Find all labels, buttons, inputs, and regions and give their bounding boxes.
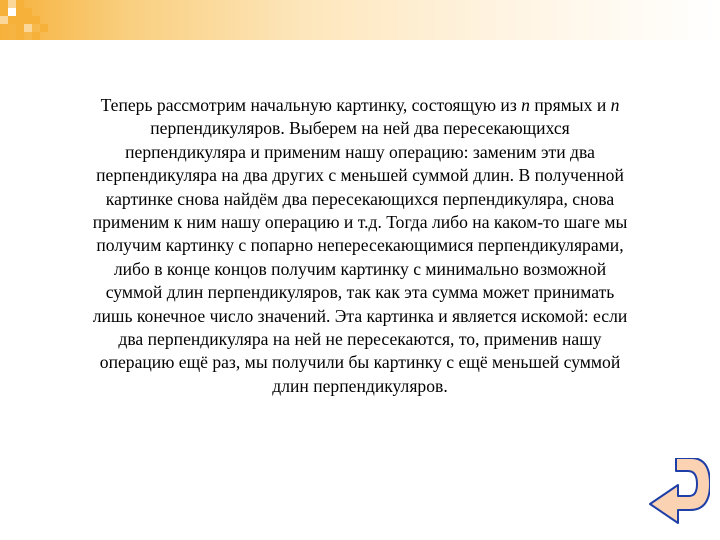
slide-body-text <box>92 94 628 398</box>
corner-square <box>0 8 8 16</box>
back-navigation-button[interactable] <box>648 458 710 524</box>
variable-n: n <box>610 95 620 115</box>
corner-square <box>8 0 16 8</box>
corner-square <box>16 0 24 8</box>
corner-square <box>16 32 24 40</box>
corner-square <box>8 8 16 16</box>
corner-square <box>0 16 8 24</box>
text-segment: прямых и <box>529 95 611 115</box>
corner-square <box>32 16 40 24</box>
corner-square <box>24 24 32 32</box>
corner-square <box>32 32 40 40</box>
corner-square <box>24 8 32 16</box>
curved-return-arrow-icon <box>648 458 710 524</box>
text-segment: Теперь рассмотрим начальную картинку, состоящую из <box>100 95 522 115</box>
header-gradient-band <box>0 0 720 40</box>
text-segment: перпендикуляров. Выберем на ней два пересекающихся перпендикуляра и применим нашу операцию: заменим эти два перпендикуляра на два других с меньшей суммой длин. В полученной картинке снова найдём два пересекающихся перпендикуляра, снова применим к ним нашу операцию и т.д. Тогда либо на каком-то шаге мы получим картинку с попарно непересекающимися перпендикулярами, либо в конце концов получим картинку с минимально возможной суммой длин перпендикуляров, так как эта сумма может принимать лишь конечное число значений. Эта картинка и является искомой: если два перпендикуляра на ней не пересекаются, то, применив нашу операцию ещё раз, мы получили бы картинку с ещё меньшей суммой длин перпендикуляров. <box>92 118 628 396</box>
corner-square <box>40 24 48 32</box>
corner-square <box>8 16 16 24</box>
corner-square <box>24 16 32 24</box>
corner-square <box>16 8 24 16</box>
corner-square <box>16 24 24 32</box>
corner-square <box>0 0 8 8</box>
corner-square <box>16 16 24 24</box>
variable-n: n <box>521 95 530 115</box>
